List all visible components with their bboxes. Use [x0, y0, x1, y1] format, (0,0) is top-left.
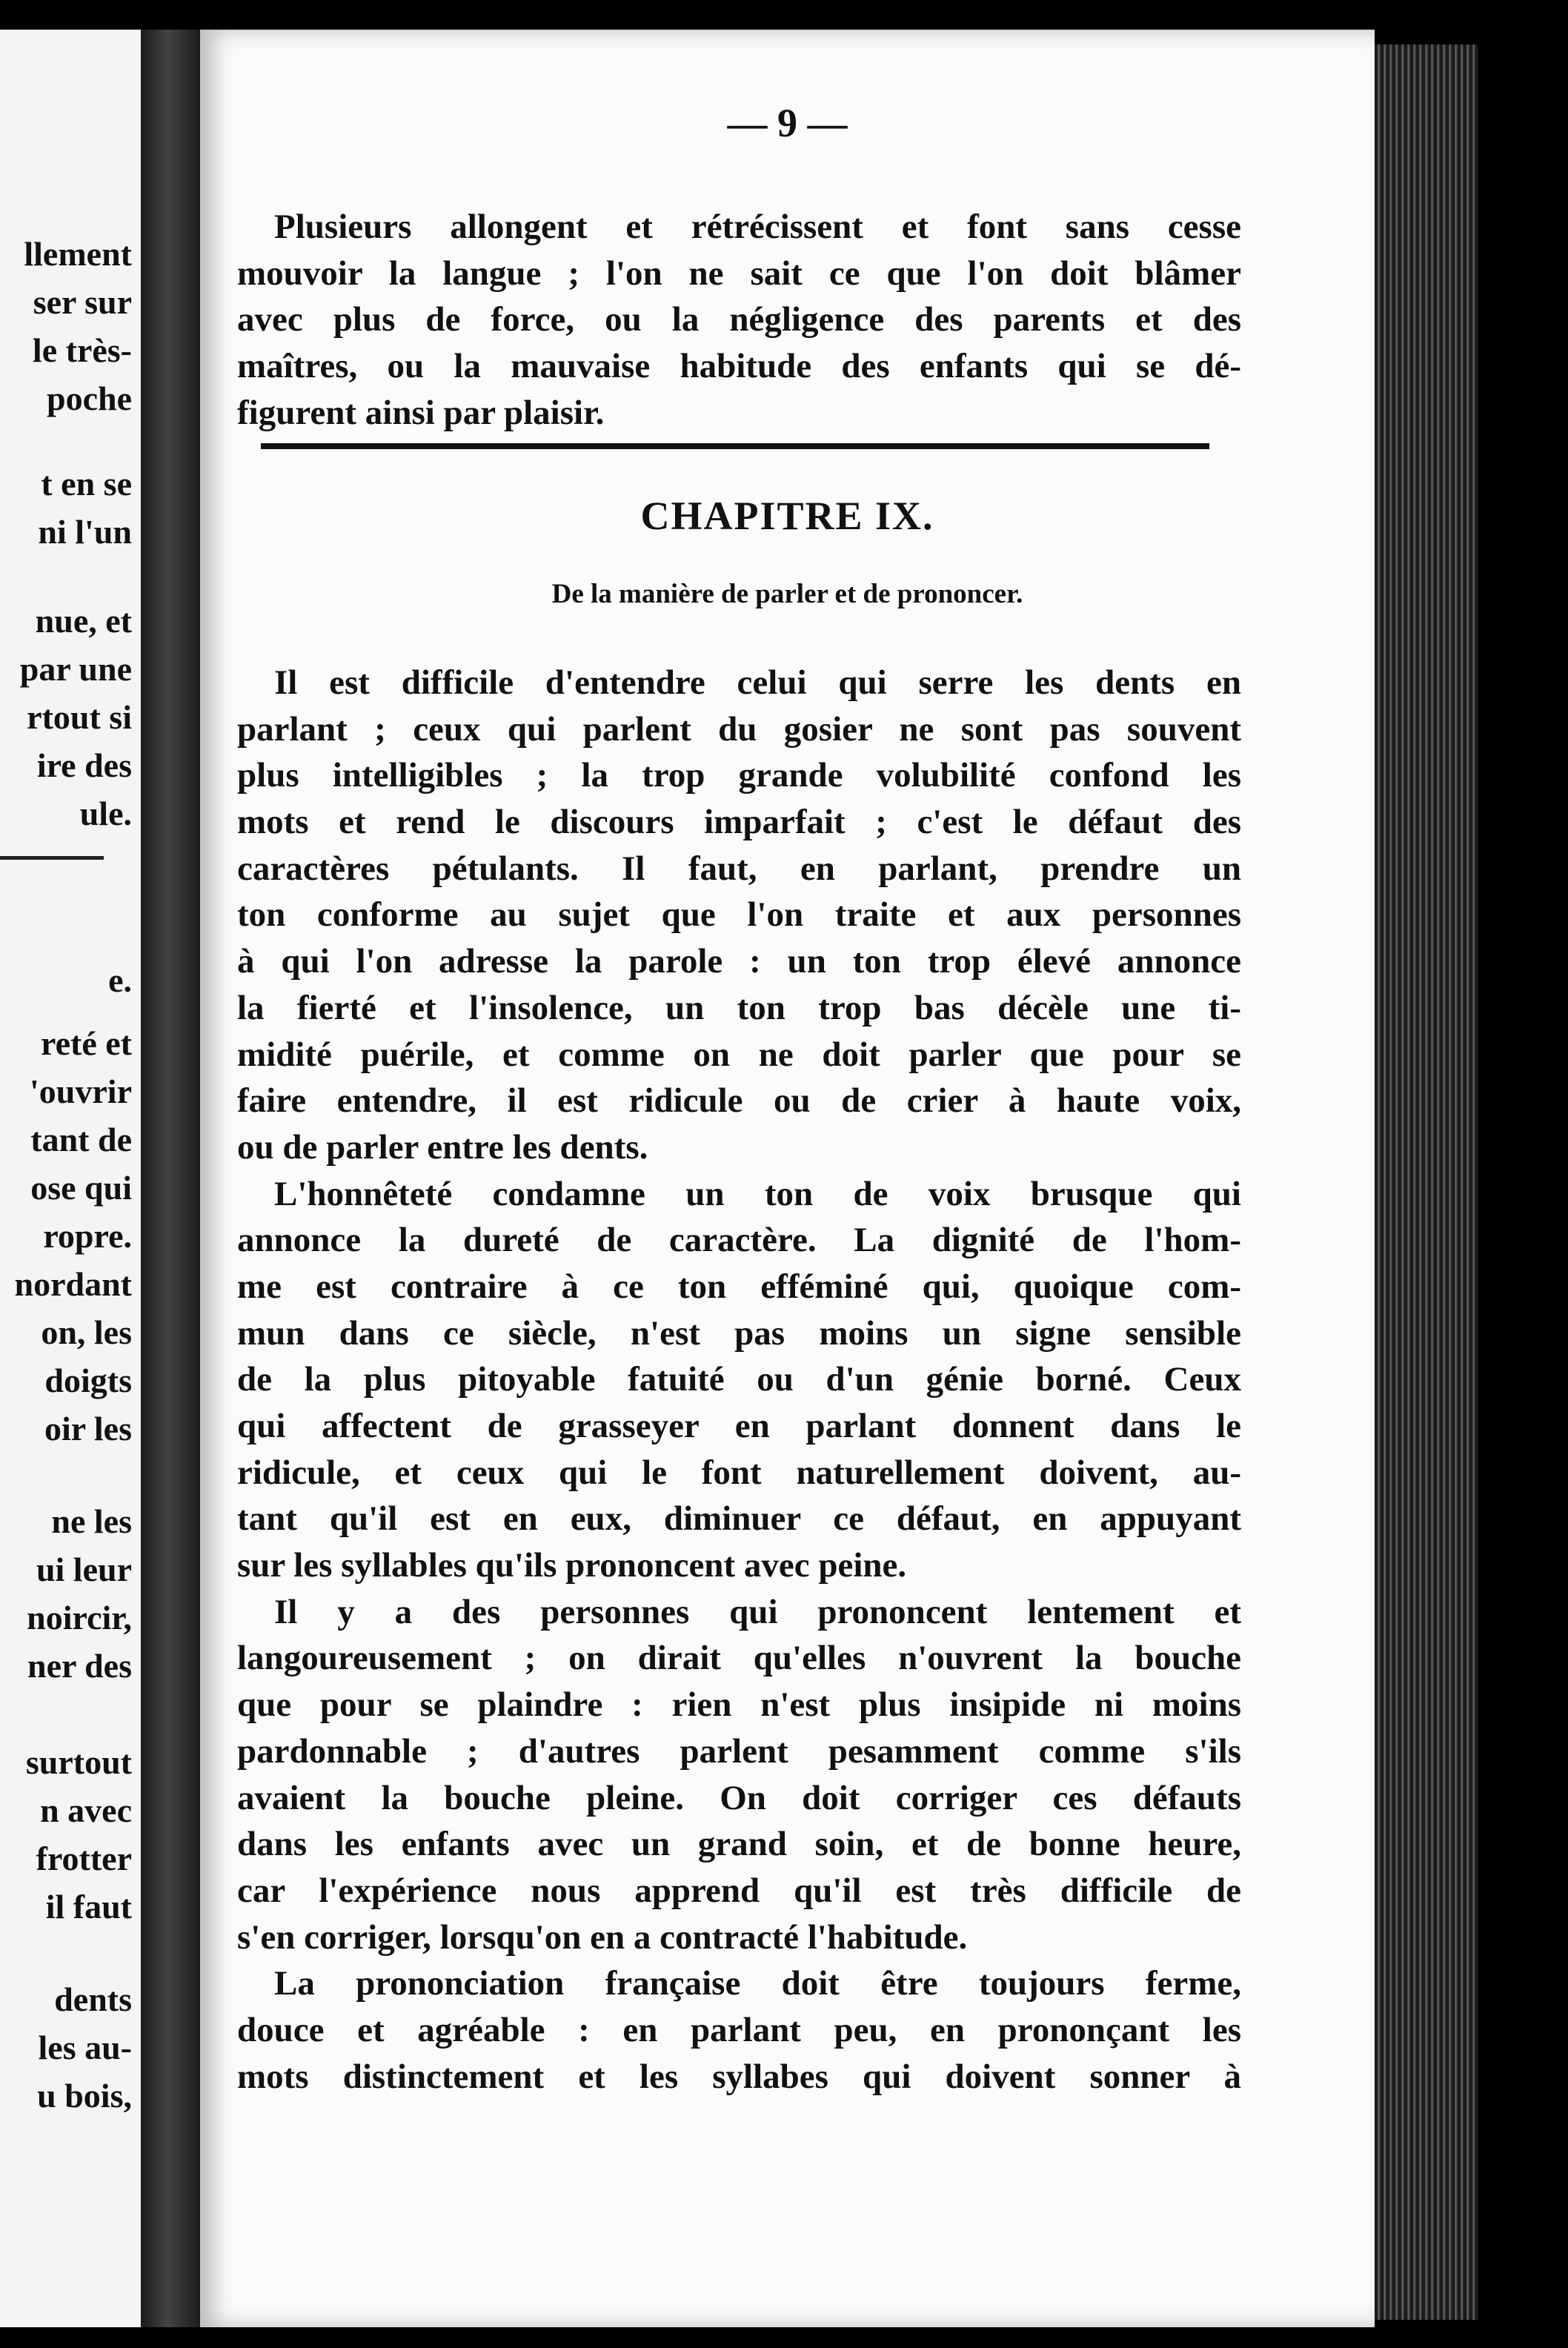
text-line: figurent ainsi par plaisir.	[237, 393, 605, 432]
text-line: dans les enfants avec un grand soin, et de bonne heure,	[237, 1825, 1241, 1864]
left-page-line: on, les	[41, 1313, 132, 1351]
left-page-line: ne les	[51, 1502, 132, 1540]
left-page-line: ule.	[79, 795, 132, 832]
text-line: Il y a des personnes qui prononcent lentement et	[274, 1592, 1241, 1631]
left-page-line: doigts	[44, 1362, 132, 1399]
left-page-line: u bois,	[37, 2077, 132, 2115]
left-page-line: tant de	[30, 1121, 132, 1158]
text-line: sur les syllables qu'ils prononcent avec peine.	[237, 1546, 907, 1585]
text-line: de la plus pitoyable fatuité ou d'un génie borné. Ceux	[237, 1360, 1241, 1399]
text-line: annonce la dureté de caractère. La dignité de l'hom-	[237, 1221, 1241, 1260]
text-line: tant qu'il est en eux, diminuer ce défaut, en appuyant	[237, 1499, 1241, 1539]
text-line: langoureusement ; on dirait qu'elles n'ouvrent la bouche	[237, 1639, 1241, 1678]
chapter-divider-rule	[261, 443, 1209, 449]
left-page-line: rtout si	[27, 698, 132, 736]
left-page-line: frotter	[36, 1840, 132, 1877]
left-page-line: 'ouvrir	[30, 1072, 132, 1110]
text-line: Plusieurs allongent et rétrécissent et font sans cesse	[274, 208, 1241, 246]
text-line: La prononciation française doit être toujours ferme,	[274, 1964, 1241, 2003]
left-page-line: e.	[108, 961, 132, 999]
text-line: qui affectent de grasseyer en parlant donnent dans le	[237, 1407, 1241, 1445]
left-page-line: par une	[19, 650, 132, 688]
text-line: plus intelligibles ; la trop grande volubilité confond les	[237, 756, 1241, 795]
left-page-line: ner des	[27, 1647, 132, 1685]
left-page-line: ropre.	[43, 1217, 132, 1255]
left-page-line: ser sur	[33, 283, 132, 321]
text-line: avaient la bouche pleine. On doit corriger ces défauts	[237, 1778, 1241, 1817]
text-line: ridicule, et ceux qui le font naturellement doivent, au-	[237, 1453, 1241, 1492]
text-line: douce et agréable : en parlant peu, en prononçant les	[237, 2010, 1241, 2049]
left-page-line: noircir,	[27, 1599, 132, 1636]
text-line: mots distinctement et les syllabes qui doivent sonner à	[237, 2057, 1241, 2096]
chapter-subtitle: De la manière de parler et de prononcer.	[551, 579, 1023, 609]
chapter-title: CHAPITRE IX.	[640, 494, 934, 538]
left-page-line: t en se	[41, 465, 132, 503]
text-line: ou de parler entre les dents.	[237, 1127, 648, 1167]
book-page-edges	[1375, 44, 1478, 2320]
opening-paragraph	[237, 204, 1241, 436]
left-page-line: ni l'un	[38, 513, 132, 551]
text-line: mun dans ce siècle, n'est pas moins un signe sensible	[237, 1313, 1241, 1353]
left-facing-page	[0, 30, 141, 2327]
text-line: parlant ; ceux qui parlent du gosier ne sont pas souvent	[237, 709, 1241, 749]
left-page-line: les au-	[38, 2029, 132, 2066]
text-line: ton conforme au sujet que l'on traite et aux personnes	[237, 895, 1241, 935]
book-gutter	[141, 30, 200, 2327]
text-line: faire entendre, il est ridicule ou de crier à haute voix,	[237, 1081, 1241, 1121]
text-line: L'honnêteté condamne un ton de voix brusque qui	[274, 1174, 1241, 1213]
text-line: avec plus de force, ou la négligence des parents et des	[237, 300, 1241, 339]
body-text	[237, 660, 1241, 2100]
text-line: à qui l'on adresse la parole : un ton trop élevé annonce	[237, 942, 1241, 981]
left-page-line: ose qui	[30, 1169, 132, 1207]
text-line: que pour se plaindre : rien n'est plus insipide ni moins	[237, 1685, 1241, 1725]
left-page-line: oir les	[44, 1410, 132, 1447]
left-page-rule	[0, 856, 104, 860]
left-page-line: nue, et	[35, 602, 132, 640]
left-page-line: dents	[54, 1980, 132, 2018]
text-line: caractères pétulants. Il faut, en parlant, prendre un	[237, 849, 1241, 888]
text-line: car l'expérience nous apprend qu'il est très difficile de	[237, 1871, 1241, 1910]
text-line: mouvoir la langue ; l'on ne sait ce que l'on doit blâmer	[237, 253, 1241, 293]
text-line: Il est difficile d'entendre celui qui serre les dents en	[274, 663, 1241, 702]
text-line: me est contraire à ce ton efféminé qui, quoique com-	[237, 1267, 1241, 1306]
left-page-line: poche	[47, 379, 132, 417]
left-page-line: ui leur	[36, 1551, 132, 1588]
left-page-line: le très-	[32, 331, 132, 369]
text-line: pardonnable ; d'autres parlent pesamment comme s'ils	[237, 1731, 1241, 1771]
text-line: la fierté et l'insolence, un ton trop bas décèle une ti-	[237, 988, 1241, 1027]
text-line: s'en corriger, lorsqu'on en a contracté l'habitude.	[237, 1917, 968, 1957]
left-page-line: llement	[24, 235, 132, 273]
left-page-line: reté et	[41, 1024, 132, 1062]
text-line: maîtres, ou la mauvaise habitude des enfants qui se dé-	[237, 347, 1241, 386]
book-page	[200, 30, 1375, 2327]
text-line: midité puérile, et comme on ne doit parler que pour se	[237, 1035, 1241, 1074]
left-page-line: ire des	[36, 746, 132, 784]
left-page-line: nordant	[14, 1265, 132, 1303]
left-page-line: il faut	[45, 1888, 132, 1926]
text-line: mots et rend le discours imparfait ; c'est le défaut des	[237, 803, 1241, 842]
page-number: — 9 —	[727, 101, 848, 145]
left-page-line: n avec	[40, 1791, 132, 1829]
left-page-line: surtout	[25, 1743, 132, 1781]
